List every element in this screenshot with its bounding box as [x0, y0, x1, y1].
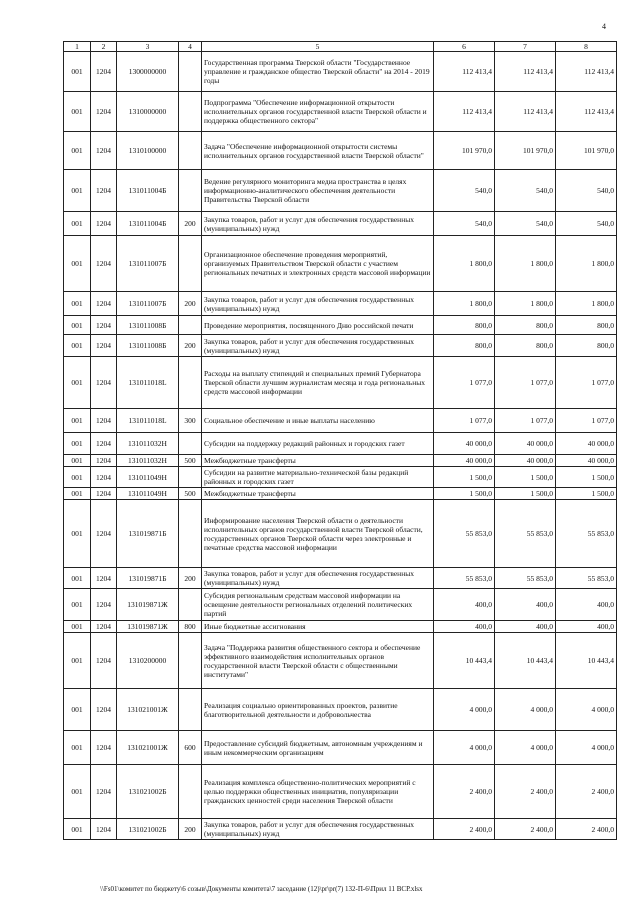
table-cell: 131021002Б — [117, 765, 179, 819]
table-cell: 300 — [179, 409, 202, 433]
table-cell: 1204 — [91, 589, 117, 621]
table-cell: 40 000,0 — [495, 455, 556, 467]
table-cell: 1204 — [91, 335, 117, 357]
table-cell: 1204 — [91, 455, 117, 467]
table-cell: 800,0 — [434, 316, 495, 335]
table-cell: 131011049Н — [117, 467, 179, 488]
table-cell: 1204 — [91, 765, 117, 819]
table-cell — [179, 765, 202, 819]
table-cell: 131019871Б — [117, 500, 179, 568]
table-row — [64, 409, 617, 433]
table-cell: 800,0 — [556, 335, 617, 357]
table-cell: 001 — [64, 568, 91, 589]
table-cell: 131011008Б — [117, 316, 179, 335]
table-cell: 131011049Н — [117, 488, 179, 500]
table-cell: Ведение регулярного мониторинга медиа пространства в целях информационно-аналитического обеспечения деятельности Правительства Тверской области — [202, 170, 434, 212]
column-header: 8 — [556, 42, 617, 52]
table-cell: 800,0 — [556, 316, 617, 335]
table-cell: 101 970,0 — [556, 132, 617, 170]
table-cell: 540,0 — [556, 212, 617, 236]
table-cell: 131011018L — [117, 409, 179, 433]
table-cell: 10 443,4 — [495, 633, 556, 689]
table-cell — [179, 132, 202, 170]
table-cell: 1 077,0 — [495, 409, 556, 433]
table-cell: 1204 — [91, 568, 117, 589]
table-cell: Иные бюджетные ассигнования — [202, 621, 434, 633]
table-cell: 1204 — [91, 409, 117, 433]
table-cell: 112 413,4 — [495, 52, 556, 92]
table-cell: 001 — [64, 409, 91, 433]
table-row — [64, 170, 617, 212]
table-cell: 600 — [179, 731, 202, 765]
table-cell: 10 443,4 — [556, 633, 617, 689]
column-header: 4 — [179, 42, 202, 52]
table-cell: 1 077,0 — [495, 357, 556, 409]
table-cell: Задача "Обеспечение информационной открытости системы исполнительных органов государственной власти Тверской области" — [202, 132, 434, 170]
table-cell — [179, 467, 202, 488]
table-cell: 400,0 — [434, 621, 495, 633]
table-cell: 1310100000 — [117, 132, 179, 170]
table-cell: 101 970,0 — [434, 132, 495, 170]
table-cell: 4 000,0 — [495, 731, 556, 765]
table-row — [64, 236, 617, 292]
table-cell: 40 000,0 — [434, 455, 495, 467]
table-cell: 400,0 — [556, 589, 617, 621]
table-cell: 200 — [179, 819, 202, 840]
table-cell: 1204 — [91, 292, 117, 316]
table-cell: 1310200000 — [117, 633, 179, 689]
table-cell: 2 400,0 — [495, 765, 556, 819]
table-cell: 001 — [64, 92, 91, 132]
table-cell: Межбюджетные трансферты — [202, 488, 434, 500]
table-row — [64, 589, 617, 621]
table-cell: 800 — [179, 621, 202, 633]
table-cell — [179, 633, 202, 689]
table-cell: 40 000,0 — [556, 433, 617, 455]
table-cell: 131011004Б — [117, 212, 179, 236]
table-cell: 001 — [64, 170, 91, 212]
table-cell: 55 853,0 — [556, 568, 617, 589]
table-cell: 540,0 — [434, 170, 495, 212]
table-cell: 4 000,0 — [434, 689, 495, 731]
table-cell: 2 400,0 — [556, 819, 617, 840]
table-cell: 1 800,0 — [495, 292, 556, 316]
table-row — [64, 568, 617, 589]
table-cell: 1 500,0 — [495, 488, 556, 500]
table-row — [64, 132, 617, 170]
table-cell: 200 — [179, 292, 202, 316]
table-row — [64, 52, 617, 92]
table-cell: 001 — [64, 633, 91, 689]
table-cell: 800,0 — [495, 316, 556, 335]
budget-table — [63, 41, 617, 840]
table-cell: Субсидия региональным средствам массовой информации на освещение деятельности региональных отделений политических партий — [202, 589, 434, 621]
table-cell — [179, 589, 202, 621]
table-cell: 001 — [64, 731, 91, 765]
table-cell: 001 — [64, 488, 91, 500]
table-cell: Закупка товаров, работ и услуг для обеспечения государственных (муниципальных) нужд — [202, 292, 434, 316]
header-row — [64, 42, 617, 52]
table-cell — [179, 236, 202, 292]
table-cell: 1 077,0 — [434, 357, 495, 409]
table-cell: 131011007Б — [117, 236, 179, 292]
table-cell: 001 — [64, 467, 91, 488]
table-cell: Субсидии на развитие материально-технической базы редакций районных и городских газет — [202, 467, 434, 488]
table-cell: 131021001Ж — [117, 731, 179, 765]
table-cell: 400,0 — [495, 621, 556, 633]
table-cell: 40 000,0 — [556, 455, 617, 467]
table-cell: 001 — [64, 316, 91, 335]
table-cell: Задача "Поддержка развития общественного сектора и обеспечение эффективного взаимодействия исполнительных органов государственной власти Тверской области с общественными институтами" — [202, 633, 434, 689]
table-cell: 1204 — [91, 819, 117, 840]
table-cell: 1 500,0 — [495, 467, 556, 488]
table-cell: 2 400,0 — [495, 819, 556, 840]
table-cell: 1 800,0 — [434, 236, 495, 292]
table-cell: 2 400,0 — [434, 765, 495, 819]
table-cell: 101 970,0 — [495, 132, 556, 170]
table-cell: 1204 — [91, 633, 117, 689]
table-cell: 131019871Ж — [117, 589, 179, 621]
table-cell: 1 500,0 — [434, 467, 495, 488]
table-cell: 131011032Н — [117, 433, 179, 455]
table-cell: Предоставление субсидий бюджетным, автономным учреждениям и иным некоммерческим организациям — [202, 731, 434, 765]
table-cell: 1204 — [91, 212, 117, 236]
table-cell: 55 853,0 — [434, 568, 495, 589]
table-cell: 400,0 — [495, 589, 556, 621]
table-cell: 131019871Б — [117, 568, 179, 589]
table-cell: 1310000000 — [117, 92, 179, 132]
table-row — [64, 467, 617, 488]
table-cell: Подпрограмма "Обеспечение информационной открытости исполнительных органов государственной власти Тверской области и поддержка общественного сектора" — [202, 92, 434, 132]
table-cell: 131021002Б — [117, 819, 179, 840]
table-cell: Реализация социально ориентированных проектов, развитие благотворительной деятельности и добровольчества — [202, 689, 434, 731]
table-cell: 40 000,0 — [495, 433, 556, 455]
table-cell: 10 443,4 — [434, 633, 495, 689]
table-cell: Расходы на выплату стипендий и специальных премий Губернатора Тверской области лучшим журналистам месяца и года региональных средств массовой информации — [202, 357, 434, 409]
table-cell: 55 853,0 — [495, 568, 556, 589]
table-cell: Субсидии на поддержку редакций районных и городских газет — [202, 433, 434, 455]
table-cell: 1 500,0 — [556, 467, 617, 488]
table-cell: 112 413,4 — [556, 52, 617, 92]
table-cell: 1204 — [91, 488, 117, 500]
table-cell: 001 — [64, 132, 91, 170]
table-cell: 1300000000 — [117, 52, 179, 92]
table-row — [64, 765, 617, 819]
column-header: 3 — [117, 42, 179, 52]
table-row — [64, 819, 617, 840]
column-header: 6 — [434, 42, 495, 52]
table-cell: Закупка товаров, работ и услуг для обеспечения государственных (муниципальных) нужд — [202, 819, 434, 840]
table-cell: 001 — [64, 819, 91, 840]
table-cell: 2 400,0 — [556, 765, 617, 819]
table-cell: 001 — [64, 689, 91, 731]
table-cell: 1204 — [91, 92, 117, 132]
column-header: 7 — [495, 42, 556, 52]
table-row — [64, 621, 617, 633]
table-cell: 500 — [179, 488, 202, 500]
table-cell: 55 853,0 — [556, 500, 617, 568]
file-path-footer: \\Fs01\комитет по бюджету\6 созыв\Документы комитета\7 заседание (12)\pr\pr(7) 132-П-6\Прил 11 ВСР.xlsx — [100, 885, 423, 893]
table-cell: 1 800,0 — [495, 236, 556, 292]
table-cell: 001 — [64, 589, 91, 621]
table-cell: 55 853,0 — [434, 500, 495, 568]
table-cell: 1 500,0 — [556, 488, 617, 500]
table-row — [64, 455, 617, 467]
table-cell: 001 — [64, 52, 91, 92]
table-cell: Закупка товаров, работ и услуг для обеспечения государственных (муниципальных) нужд — [202, 335, 434, 357]
table-cell — [179, 92, 202, 132]
table-cell: Закупка товаров, работ и услуг для обеспечения государственных (муниципальных) нужд — [202, 212, 434, 236]
table-cell: 55 853,0 — [495, 500, 556, 568]
table-cell: 800,0 — [434, 335, 495, 357]
table-row — [64, 316, 617, 335]
table-cell: 1204 — [91, 467, 117, 488]
table-cell: 001 — [64, 335, 91, 357]
table-cell: 001 — [64, 357, 91, 409]
table-cell: 1 500,0 — [434, 488, 495, 500]
table-cell: Информирование населения Тверской области о деятельности исполнительных органов государственной власти Тверской области, государственных органов Тверской области через электронные и печатные средства массовой информации — [202, 500, 434, 568]
table-cell: 1204 — [91, 731, 117, 765]
table-cell: 800,0 — [495, 335, 556, 357]
table-cell: 001 — [64, 433, 91, 455]
table-cell: 1204 — [91, 316, 117, 335]
table-cell: 1 077,0 — [434, 409, 495, 433]
table-cell: 001 — [64, 621, 91, 633]
table-cell — [179, 316, 202, 335]
table-cell: 1204 — [91, 433, 117, 455]
table-cell: 1204 — [91, 357, 117, 409]
table-row — [64, 731, 617, 765]
table-cell: 001 — [64, 212, 91, 236]
table-cell: 001 — [64, 236, 91, 292]
table-cell: 40 000,0 — [434, 433, 495, 455]
table-row — [64, 335, 617, 357]
table-cell: 4 000,0 — [495, 689, 556, 731]
table-cell: 1204 — [91, 170, 117, 212]
table-cell: Социальное обеспечение и иные выплаты населению — [202, 409, 434, 433]
table-cell: 200 — [179, 212, 202, 236]
table-cell: 1 800,0 — [434, 292, 495, 316]
table-cell: 131011004Б — [117, 170, 179, 212]
table-cell: 001 — [64, 455, 91, 467]
table-row — [64, 633, 617, 689]
table-cell: 001 — [64, 500, 91, 568]
table-cell: 1 077,0 — [556, 409, 617, 433]
table-cell: Организационное обеспечение проведения мероприятий, организуемых Правительством Тверской области с участием региональных печатных и электронных средств массовой информации — [202, 236, 434, 292]
table-cell: 131011032Н — [117, 455, 179, 467]
column-header: 1 — [64, 42, 91, 52]
table-body — [64, 52, 617, 840]
table-row — [64, 488, 617, 500]
table-row — [64, 357, 617, 409]
table-cell: 112 413,4 — [495, 92, 556, 132]
table-cell: 131011007Б — [117, 292, 179, 316]
table-cell: Закупка товаров, работ и услуг для обеспечения государственных (муниципальных) нужд — [202, 568, 434, 589]
table-cell: 112 413,4 — [434, 92, 495, 132]
table-cell: 1204 — [91, 52, 117, 92]
table-cell: 1 800,0 — [556, 292, 617, 316]
table-row — [64, 212, 617, 236]
table-cell: 1204 — [91, 236, 117, 292]
table-cell: 4 000,0 — [434, 731, 495, 765]
table-cell: 540,0 — [434, 212, 495, 236]
table-cell: 1204 — [91, 132, 117, 170]
table-cell: 1 800,0 — [556, 236, 617, 292]
table-cell — [179, 170, 202, 212]
table-cell — [179, 500, 202, 568]
table-cell: Государственная программа Тверской области "Государственное управление и гражданское общество Тверской области" на 2014 - 2019 годы — [202, 52, 434, 92]
table-row — [64, 292, 617, 316]
table-cell: 131019871Ж — [117, 621, 179, 633]
table-cell: 131011008Б — [117, 335, 179, 357]
table-cell — [179, 689, 202, 731]
table-cell: 131011018L — [117, 357, 179, 409]
table-row — [64, 433, 617, 455]
table-cell: 400,0 — [434, 589, 495, 621]
table-row — [64, 500, 617, 568]
column-header: 2 — [91, 42, 117, 52]
table-cell: 112 413,4 — [434, 52, 495, 92]
table-cell — [179, 52, 202, 92]
table-cell: Реализация комплекса общественно-политических мероприятий с целью поддержки общественных инициатив, популяризации гражданских ценностей среди населения Тверской области — [202, 765, 434, 819]
table-cell: 200 — [179, 568, 202, 589]
table-cell: 4 000,0 — [556, 731, 617, 765]
table-cell: 131021001Ж — [117, 689, 179, 731]
table-row — [64, 92, 617, 132]
table-cell: 500 — [179, 455, 202, 467]
table-cell: Межбюджетные трансферты — [202, 455, 434, 467]
table-cell: 4 000,0 — [556, 689, 617, 731]
table-cell: 1204 — [91, 500, 117, 568]
table-cell: 540,0 — [495, 170, 556, 212]
table-cell: 2 400,0 — [434, 819, 495, 840]
table-cell: 001 — [64, 765, 91, 819]
table-cell: 400,0 — [556, 621, 617, 633]
table-cell: 540,0 — [556, 170, 617, 212]
table-cell — [179, 433, 202, 455]
table-cell: 1204 — [91, 621, 117, 633]
table-cell: 540,0 — [495, 212, 556, 236]
table-cell: 1204 — [91, 689, 117, 731]
table-cell: 1 077,0 — [556, 357, 617, 409]
table-cell: 001 — [64, 292, 91, 316]
table-cell: 112 413,4 — [556, 92, 617, 132]
table-row — [64, 689, 617, 731]
table-cell — [179, 357, 202, 409]
page-number: 4 — [602, 22, 606, 31]
table-cell: 200 — [179, 335, 202, 357]
column-header: 5 — [202, 42, 434, 52]
table-cell: Проведение мероприятия, посвященного Дню российской печати — [202, 316, 434, 335]
